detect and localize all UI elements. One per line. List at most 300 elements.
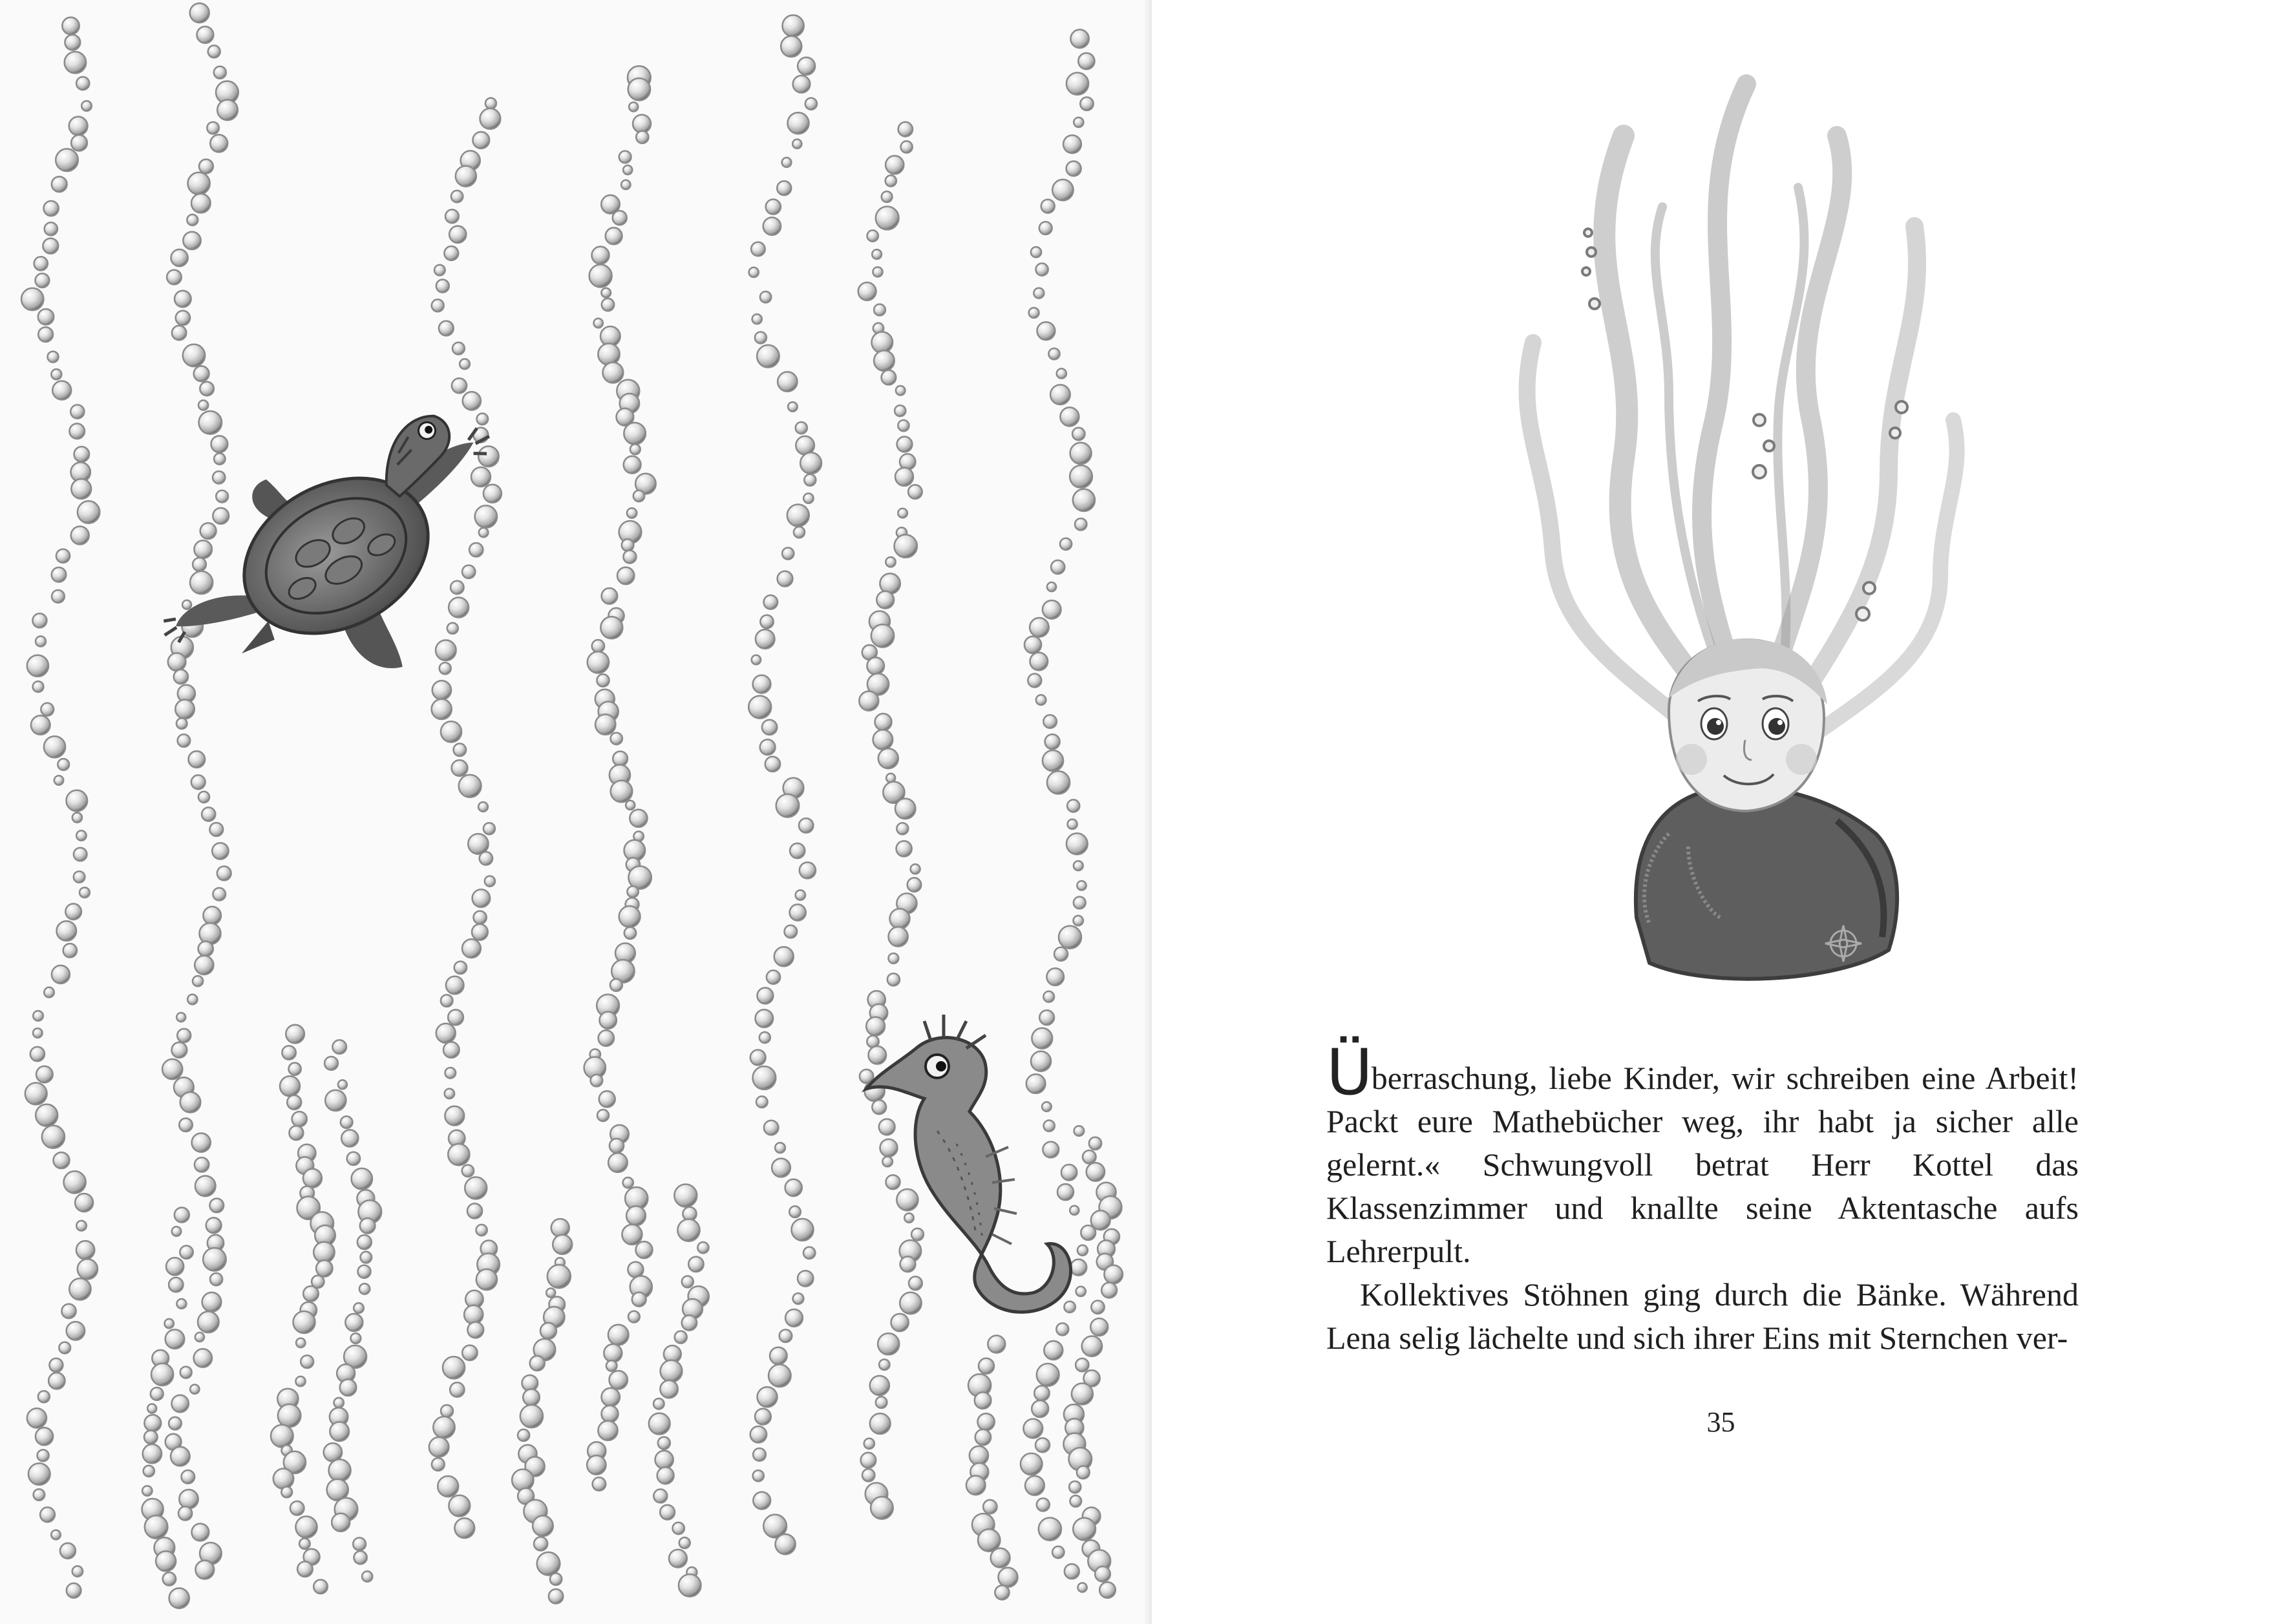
bubble <box>286 1025 304 1044</box>
bubble <box>804 474 816 486</box>
bubble <box>478 447 499 467</box>
bubble <box>192 1524 209 1541</box>
bubble <box>975 1392 991 1409</box>
bubble <box>748 696 771 719</box>
bubble <box>197 26 214 43</box>
bubble <box>441 1405 453 1417</box>
bubble <box>776 794 800 817</box>
bubble <box>168 653 186 671</box>
bubble <box>195 1157 209 1172</box>
bubble <box>345 1314 363 1331</box>
bubble <box>679 1574 701 1597</box>
bubble <box>594 319 603 328</box>
bubble <box>549 1589 563 1603</box>
bubble <box>1051 560 1065 574</box>
bubble <box>799 818 813 832</box>
bubble <box>48 352 59 363</box>
bubble <box>602 1388 620 1406</box>
bubble <box>1037 322 1055 340</box>
bubble <box>436 640 456 661</box>
bubble <box>36 1066 53 1083</box>
girl-with-floating-hair-icon <box>1475 58 1979 1008</box>
bubble <box>970 1446 988 1465</box>
bubble <box>872 249 882 259</box>
bubble <box>540 1323 557 1339</box>
bubble <box>621 180 630 189</box>
bubble <box>465 1177 487 1199</box>
bubble <box>753 1492 770 1510</box>
bubble <box>75 1194 93 1212</box>
bubble <box>432 680 451 699</box>
bubble <box>979 1358 994 1374</box>
bubble <box>1070 1495 1082 1507</box>
bubble <box>33 681 44 692</box>
bubble <box>36 637 46 647</box>
bubble <box>908 485 922 499</box>
bubble <box>911 864 920 874</box>
bubble <box>341 1116 353 1128</box>
bubble <box>210 134 228 152</box>
bubble <box>788 112 809 134</box>
bubble <box>347 1152 360 1165</box>
bubble <box>879 1119 895 1135</box>
bubble <box>176 311 190 325</box>
bubble <box>598 344 619 365</box>
bubble <box>889 953 899 964</box>
bubble <box>674 1185 697 1207</box>
bubble <box>1070 465 1092 488</box>
bubble <box>1070 1206 1079 1215</box>
bubble <box>1042 1102 1052 1112</box>
bubble <box>749 268 759 277</box>
bubble <box>898 420 909 431</box>
bubble <box>1043 750 1063 771</box>
bubble <box>602 588 618 604</box>
bubble <box>785 1309 803 1327</box>
bubble <box>753 1066 776 1090</box>
bubble <box>1032 1400 1048 1417</box>
bubble <box>432 1458 445 1471</box>
bubble <box>450 1382 464 1397</box>
bubble <box>769 1364 791 1387</box>
bubble <box>217 867 231 881</box>
bubble <box>443 1042 460 1058</box>
bubble <box>1074 118 1083 127</box>
bubble <box>194 1349 212 1367</box>
bubble <box>357 1235 372 1249</box>
bubble <box>273 1469 293 1489</box>
bubble <box>293 1311 315 1333</box>
bubble <box>859 691 878 711</box>
bubble <box>1057 1184 1074 1200</box>
bubble <box>775 1143 785 1153</box>
bubble <box>770 1347 787 1365</box>
bubble <box>627 886 638 897</box>
bubble <box>603 363 624 383</box>
bubble <box>33 1011 43 1021</box>
bubble <box>608 1325 629 1345</box>
bubble <box>867 230 878 241</box>
bubble <box>352 1168 372 1189</box>
bubble <box>462 1165 474 1177</box>
bubble <box>34 257 48 270</box>
bubble <box>214 453 225 464</box>
bubble <box>553 1235 572 1254</box>
bubble <box>441 995 453 1007</box>
bubble <box>58 759 69 770</box>
bubble <box>598 1421 617 1440</box>
bubble <box>864 1439 875 1449</box>
bubble <box>1060 407 1079 426</box>
bubble <box>43 238 58 254</box>
bubble <box>324 1057 338 1070</box>
bubble <box>175 1208 189 1223</box>
bubble <box>177 1029 191 1042</box>
bubble <box>777 181 791 195</box>
bubble <box>71 479 91 499</box>
bubble <box>182 1470 195 1484</box>
bubble <box>1030 618 1049 637</box>
bubble <box>999 1568 1018 1587</box>
bubble <box>80 887 90 898</box>
bubble <box>432 299 444 311</box>
bubble <box>63 944 77 957</box>
bubble <box>449 598 469 618</box>
bubble <box>478 802 488 812</box>
bubble <box>798 58 815 75</box>
bubble <box>697 1242 708 1253</box>
bubble <box>169 1278 183 1292</box>
bubble <box>54 1152 70 1168</box>
bubble <box>475 505 497 527</box>
bubble <box>448 1144 469 1165</box>
bubble <box>633 115 651 133</box>
bubble <box>167 270 182 285</box>
bubble <box>1034 288 1044 299</box>
bubble <box>885 175 896 186</box>
bubble <box>195 1176 216 1197</box>
bubble <box>440 662 451 674</box>
bubble <box>891 1314 909 1331</box>
bubble <box>909 1276 922 1290</box>
bubble <box>764 595 778 609</box>
bubble <box>61 1304 76 1318</box>
bubble <box>200 382 214 396</box>
bubble <box>1044 1121 1055 1132</box>
bubble <box>658 1437 670 1450</box>
bubble <box>280 1076 300 1096</box>
bubble <box>33 1028 43 1038</box>
bubble <box>781 36 801 57</box>
bubble <box>1104 1265 1123 1284</box>
bubble <box>1030 653 1048 671</box>
bubble <box>599 1030 614 1046</box>
bubble <box>597 674 609 686</box>
bubble <box>351 1333 361 1344</box>
bubble <box>142 1486 152 1495</box>
bubble <box>1035 1438 1050 1452</box>
bubble <box>591 1075 603 1087</box>
bubble <box>879 1360 889 1370</box>
bubble <box>875 713 892 730</box>
bubble <box>295 1376 305 1386</box>
bubble <box>1099 1582 1116 1598</box>
bubble <box>210 1199 224 1213</box>
bubble <box>57 921 77 941</box>
bubble <box>534 1537 547 1550</box>
bubble <box>1082 1336 1102 1356</box>
bubble <box>191 775 206 789</box>
bubble <box>871 624 894 647</box>
bubble <box>1026 1074 1046 1093</box>
bubble <box>211 436 228 452</box>
bubble <box>613 211 627 225</box>
bubble <box>143 1444 162 1463</box>
bubble <box>1037 1364 1059 1386</box>
bubble <box>81 101 92 111</box>
bubble <box>789 1206 801 1218</box>
bubble <box>67 1583 81 1598</box>
bubble <box>757 345 779 368</box>
bubble <box>866 1017 885 1036</box>
bubble <box>533 1515 553 1536</box>
bubble <box>210 1273 222 1285</box>
bubble <box>1070 30 1088 48</box>
bubble <box>677 1219 699 1241</box>
bubble <box>165 1319 174 1328</box>
bubble <box>144 1431 158 1444</box>
bubble <box>436 280 449 293</box>
bubble <box>1052 1546 1064 1558</box>
bubble <box>71 135 87 151</box>
bubble <box>445 1068 456 1079</box>
bubble <box>878 1333 899 1355</box>
bubble <box>1047 582 1056 591</box>
bubble <box>1025 1476 1044 1495</box>
bubble <box>183 232 200 249</box>
bubble <box>48 1373 65 1389</box>
bubble <box>629 102 638 111</box>
bubble <box>42 1126 65 1148</box>
bubble <box>758 987 774 1004</box>
bubble <box>1076 1287 1086 1296</box>
bubble <box>1037 1498 1050 1511</box>
bubble <box>72 1566 83 1576</box>
bubble <box>1034 1386 1049 1400</box>
bubble <box>171 249 188 266</box>
bubble <box>1046 968 1064 986</box>
bubble <box>895 405 906 416</box>
bubble <box>682 1315 697 1330</box>
bubble <box>468 834 488 854</box>
bubble <box>1074 916 1083 925</box>
bubble <box>589 264 612 287</box>
bubble <box>183 344 205 366</box>
bubble <box>1077 1466 1090 1479</box>
bubble <box>1074 1126 1085 1136</box>
bubble <box>441 721 461 742</box>
bubble <box>778 571 793 587</box>
bubble <box>21 288 43 310</box>
bubble <box>1078 53 1094 69</box>
bubble <box>1077 1245 1088 1256</box>
bubble <box>898 122 913 136</box>
bubble <box>172 1042 187 1058</box>
bubble <box>303 1286 319 1302</box>
bubble <box>897 437 913 452</box>
bubble <box>361 1252 372 1263</box>
bubble <box>292 1112 307 1126</box>
bubble <box>753 1448 766 1461</box>
bubble <box>165 1329 185 1349</box>
bubble <box>1073 489 1095 511</box>
bubble <box>751 242 765 257</box>
bubble <box>750 1426 767 1442</box>
bubble <box>200 923 221 944</box>
bubble <box>38 327 53 342</box>
bubble <box>145 1515 168 1539</box>
bubble <box>991 1548 1010 1568</box>
bubble <box>765 757 780 772</box>
bubble <box>36 1104 58 1126</box>
bubble <box>187 995 197 1004</box>
bubble <box>187 215 198 226</box>
bubble <box>1077 881 1086 890</box>
bubble <box>169 1588 189 1608</box>
bubble <box>212 843 228 859</box>
bubble <box>874 304 885 316</box>
bubble <box>649 1413 670 1435</box>
bubble <box>172 326 186 340</box>
bubble <box>782 158 792 167</box>
bubble <box>34 1489 45 1501</box>
bubble <box>792 140 801 149</box>
bubble <box>51 1530 61 1540</box>
bubble <box>213 888 226 901</box>
bubble <box>213 508 229 524</box>
bubble <box>78 1259 98 1279</box>
bubble <box>882 370 896 385</box>
bubble <box>217 100 238 120</box>
bubble <box>36 1428 53 1445</box>
bubble <box>190 571 213 594</box>
bubble <box>1066 72 1088 94</box>
bubble <box>871 1497 893 1519</box>
bubble <box>873 267 882 277</box>
bubble <box>626 1206 646 1225</box>
bubble <box>890 909 910 929</box>
bubble <box>551 1219 569 1237</box>
bubble <box>76 830 86 840</box>
bubble <box>194 366 209 381</box>
bubble <box>452 343 465 355</box>
bubble <box>214 67 226 79</box>
bubble <box>597 1110 609 1121</box>
bubble <box>630 810 647 827</box>
bubble <box>74 871 85 883</box>
bubble <box>1072 428 1085 440</box>
bubble <box>872 332 893 353</box>
bubble <box>1078 1583 1087 1592</box>
bubble <box>1039 1518 1061 1541</box>
bubble <box>1045 734 1060 749</box>
bubble <box>65 52 86 73</box>
bubble <box>1039 1010 1054 1025</box>
bubble <box>869 1046 887 1064</box>
bubble <box>537 1552 560 1576</box>
bubble <box>778 372 797 391</box>
bubble <box>623 165 632 174</box>
bubble <box>434 265 445 276</box>
bubble <box>1043 600 1061 619</box>
bubble <box>445 1106 464 1126</box>
bubble <box>679 1537 690 1548</box>
bubble <box>669 1550 687 1568</box>
bubble <box>900 1292 921 1314</box>
bubble <box>359 1283 370 1294</box>
bubble <box>169 1417 182 1430</box>
bubble <box>471 467 491 487</box>
bubble <box>447 623 458 634</box>
bubble <box>896 1189 918 1210</box>
bubble <box>885 156 904 174</box>
bubble <box>194 540 212 558</box>
bubble <box>144 1415 161 1431</box>
paragraph-1-text: berraschung, liebe Kinder, wir schreiben eine Arbeit! Packt eure Mathebücher weg, ihr habt ja sicher alle gelernt.« Schwungvoll betrat Herr Kottel das Klassenzimmer und knallte seine Aktentasche aufs Lehrerpult. <box>1326 1060 2079 1269</box>
bubble <box>756 1096 768 1108</box>
bubble <box>198 942 213 956</box>
bubble <box>485 876 495 887</box>
bubble <box>71 527 89 545</box>
bubble <box>803 493 813 503</box>
bubble <box>1032 1028 1052 1049</box>
bubble <box>623 551 636 564</box>
bubble <box>476 1269 497 1290</box>
bubble <box>661 1360 683 1382</box>
bubble <box>41 703 54 716</box>
bubble <box>792 1219 814 1241</box>
bubble <box>872 1100 886 1114</box>
bubble <box>518 1429 529 1441</box>
bubble <box>606 1360 617 1371</box>
bubble <box>483 823 495 834</box>
bubble <box>191 194 211 213</box>
bubble <box>975 1429 991 1445</box>
bubble <box>874 350 895 371</box>
bubble <box>454 744 467 757</box>
bubble <box>653 1398 664 1409</box>
bubble <box>774 947 794 966</box>
bubble <box>188 173 210 195</box>
bubble <box>1074 897 1086 909</box>
bubble <box>660 1505 675 1520</box>
bubble <box>477 414 489 425</box>
bubble <box>65 35 80 50</box>
bubble <box>610 979 622 991</box>
bubble <box>783 15 804 36</box>
bubble <box>1056 1323 1068 1335</box>
bubble <box>462 1345 477 1360</box>
bubble <box>64 1171 86 1193</box>
bubble <box>622 1225 642 1245</box>
bubble <box>1065 1564 1079 1579</box>
bubble <box>1080 97 1093 110</box>
bubble <box>593 1477 606 1491</box>
bubble <box>354 1551 367 1564</box>
bubble <box>1087 1163 1105 1181</box>
bubble <box>1041 200 1055 213</box>
bubble <box>476 1225 487 1236</box>
